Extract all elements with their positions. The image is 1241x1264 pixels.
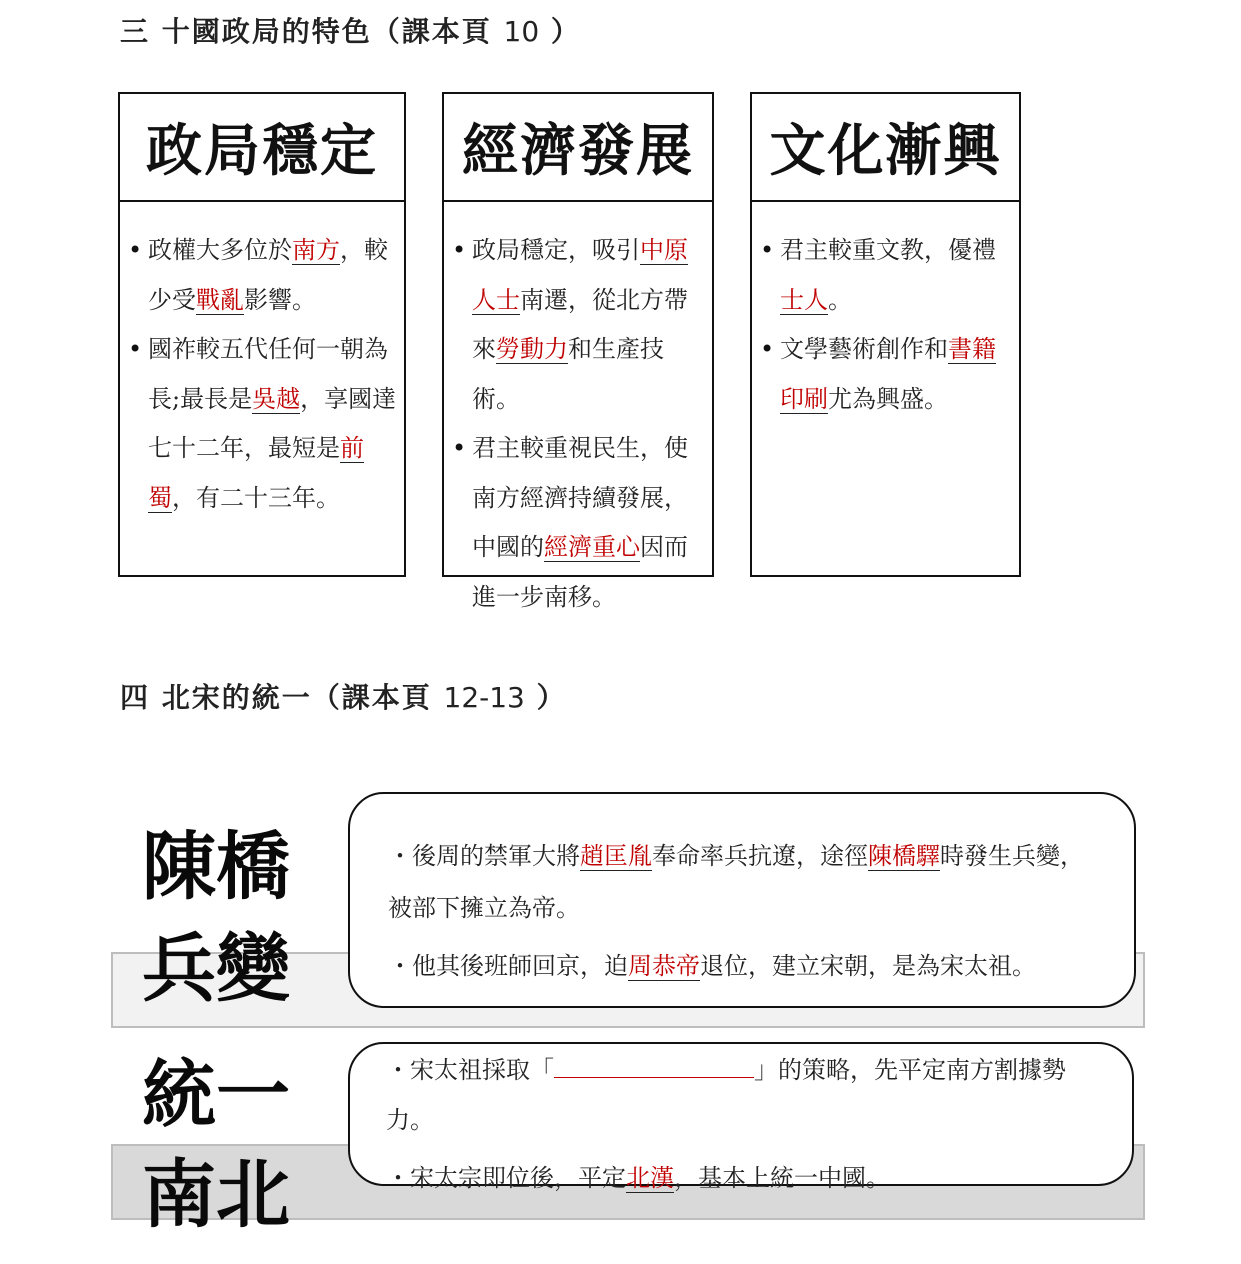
card-economic-development — [442, 92, 714, 611]
answer-text: 南方 — [292, 236, 340, 264]
bullet-item: • 文學藝術創作和書籍印刷尤為興盛。 — [780, 325, 1013, 424]
section-4-heading — [120, 676, 567, 716]
section-4-title: 四 北宋的統一（課本頁 — [120, 681, 432, 714]
bubble-line: 被部下擁立為帝。 — [388, 894, 580, 922]
answer-text: 陳橋驛 — [868, 842, 940, 870]
unification-bubble — [348, 1042, 1134, 1192]
answer-text: 吳越 — [252, 384, 301, 413]
card-bullet-list — [444, 202, 712, 622]
block-label-bottom: 兵變 — [142, 926, 290, 1012]
bubble-line: 力。 — [386, 1106, 434, 1134]
answer-text: 周恭帝 — [628, 952, 700, 980]
bubble-line: ・宋太祖採取「 」的策略，先平定南方割據勢 — [386, 1056, 1066, 1084]
section-3-heading — [120, 10, 581, 50]
bullet-item: • 君主較重視民生，使南方經濟持續發展，中國的經濟重心因而進一步南移。 — [472, 424, 706, 622]
section-4-page: 12-13 — [443, 681, 525, 714]
answer-text: 前蜀 — [148, 434, 364, 512]
card-title: 經濟發展 — [444, 94, 712, 202]
section-4-close: ） — [536, 681, 567, 714]
answer-text: 勞動力 — [496, 335, 568, 363]
section-3-title: 三 十國政局的特色（課本頁 — [120, 15, 492, 48]
bubble-line: ・宋太宗即位後，平定北漢，基本上統一中國。 — [386, 1164, 890, 1192]
bubble-line: ・他其後班師回京，迫周恭帝退位，建立宋朝，是為宋太祖。 — [388, 952, 1036, 980]
block-label-top: 統一 — [142, 1052, 290, 1138]
answer-text: 士人 — [780, 285, 828, 314]
card-cultural-rise — [750, 92, 1021, 577]
bullet-item: • 君主較重文教，優禮士人。 — [780, 226, 1013, 325]
bubble-line: ・後周的禁軍大將趙匡胤奉命率兵抗遼，途徑陳橋驛時發生兵變， — [388, 842, 1084, 870]
answer-text: 趙匡胤 — [580, 842, 652, 870]
answer-text: 北漢 — [626, 1164, 674, 1192]
chenqiao-mutiny-bubble — [348, 792, 1136, 1008]
block-label-top: 陳橋 — [142, 824, 290, 910]
card-political-stability — [118, 92, 406, 577]
answer-text: 經濟重心 — [544, 533, 640, 561]
card-title: 政局穩定 — [120, 94, 404, 202]
card-title: 文化漸興 — [752, 94, 1019, 202]
bullet-item: • 政局穩定，吸引中原人士南遷，從北方帶來勞動力和生產技術。 — [472, 226, 706, 424]
section-3-page: 10 — [503, 15, 540, 48]
bullet-item: • 國祚較五代任何一朝為長;最長是吳越，享國達七十二年，最短是前蜀，有二十三年。 — [148, 325, 398, 523]
answer-text: 中原人士 — [472, 236, 688, 314]
card-bullet-list — [752, 202, 1019, 424]
block-label-bottom: 南北 — [142, 1152, 290, 1238]
card-bullet-list — [120, 202, 404, 523]
answer-text: 書籍印刷 — [780, 335, 996, 413]
bullet-item: • 政權大多位於南方，較少受戰亂影響。 — [148, 226, 398, 325]
section-3-close: ） — [550, 15, 581, 48]
answer-text: 戰亂 — [196, 285, 244, 314]
fill-in-blank[interactable] — [554, 1057, 754, 1078]
